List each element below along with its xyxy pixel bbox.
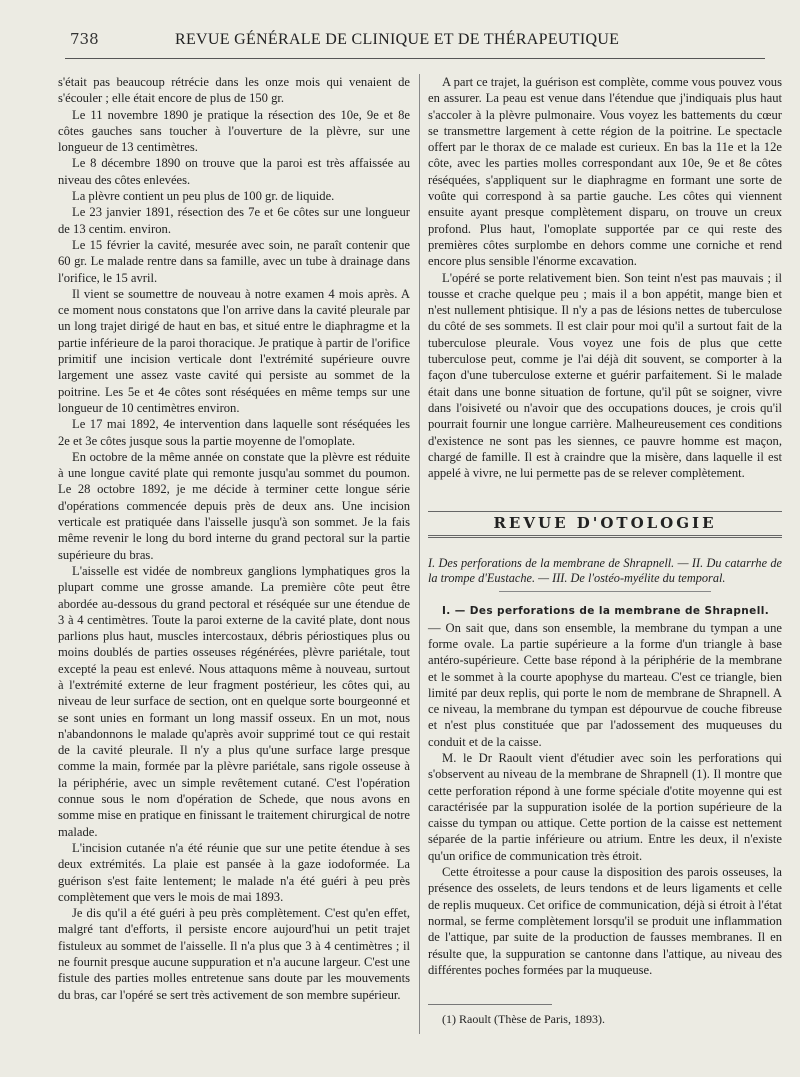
article-heading: I. — Des perforations de la membrane de Shrapnell. (442, 605, 770, 618)
paragraph: Cette étroitesse a pour cause la disposition des parois osseuses, la présence des osselets, de leurs tendons et de leurs ligaments et celle de replis muqueux. Cet orifice de communication, déjà si étroit à l'état normal, se ferme complètement lorsqu'il se produit une inflammation de l'attique, par suite de la production de fausses membranes. Il en résulte que, la suppuration se cantonne dans l'attique, au niveau des différentes poches formées par la muqueuse. (428, 865, 782, 977)
paragraph: La plèvre contient un peu plus de 100 gr. de liquide. (72, 189, 335, 204)
paragraph: Il vient se soumettre de nouveau à notre examen 4 mois après. A ce moment nous constatons que l'on arrive dans la cavité pleurale par un long trajet dirigé de haut en bas, et situé entre le diaphragme et la partie inférieure de la paroi thoracique. Je pratique à partir de l'orifice primitif une incision verticale dont l'extrémité supérieure ouvre largement une assez vaste cavité qui persiste au sommet de la poitrine. Les 5e et 4e côtes sont réséquées en même temps sur une longueur de 10 centimètres environ. (58, 286, 410, 415)
section-contents: I. Des perforations de la membrane de Shrapnell. — II. Du catarrhe de la trompe d'Eustache. — III. De l'ostéo-myélite du temporal. (428, 555, 782, 585)
paragraph: — On sait que, dans son ensemble, la membrane du tympan a une forme ovale. La partie supérieure a la forme d'un triangle à base antéro-supérieure. Cette base répond à la périphérie de la membrane et le sommet à la courte apophyse du marteau. C'est ce triangle, bien limité par deux replis, qui porte le nom de membrane de Shrapnell. A ce niveau, la membrane du tympan est dépourvue de couche fibreuse et n'est plus constituée que par l'adossement des muqueuses du conduit et de la caisse. (428, 620, 782, 749)
running-head (70, 30, 760, 52)
header-rule (65, 58, 765, 59)
right-column (428, 74, 782, 1027)
journal-title: REVUE GÉNÉRALE DE CLINIQUE ET DE THÉRAPEUTIQUE (175, 31, 620, 48)
page-number: 738 (70, 30, 99, 48)
paragraph: A part ce trajet, la guérison est complète, comme vous pouvez vous en assurer. La peau est venue dans l'étendue que j'indiquais plus haut s'accoler à la plèvre pulmonaire. Vous voyez les battements du cœur se transmettre largement à cette région de la poitrine. Le spectacle offert par le thorax de ce malade est curieux. En bas la 11e et la 12e côte, avec les parties molles correspondant aux 10e, 9e et 8e côtes réséquées, s'appliquent sur le diaphragme en formant une sorte de voûte qui correspond à sa partie gauche. Les côtes qui viennent ensuite ayant presque complètement disparu, on trouve un creux profond. Plus haut, l'omoplate supportée par ce qui reste des premières côtes surplombe en dehors comme une corniche et rend encore plus sensible l'énorme excavation. (428, 75, 782, 269)
paragraph: L'incision cutanée n'a été réunie que sur une petite étendue à ses deux extrémités. La plaie est pansée à la gaze iodoformée. La guérison s'est faite lentement; le malade n'a été guéri à peu près complètement que vers le mois de mai 1893. (58, 840, 410, 904)
left-column (58, 74, 410, 1003)
paragraph: Le 8 décembre 1890 on trouve que la paroi est très affaissée au niveau des côtes enlevées. (58, 156, 410, 187)
paragraph: Le 17 mai 1892, 4e intervention dans laquelle sont réséquées les 2e et 3e côtes jusque sous la partie moyenne de l'omoplate. (58, 417, 410, 448)
footnote: (1) Raoult (Thèse de Paris, 1893). (442, 1012, 605, 1027)
contents-rule (499, 591, 711, 592)
paragraph: Je dis qu'il a été guéri à peu près complètement. C'est qu'en effet, malgré tant d'efforts, il persiste encore aujourd'hui un petit trajet fistuleux au sommet de l'aisselle. Il n'a plus que 3 à 4 centimètres ; il ne fournit presque aucune suppuration et n'a aucune largeur. C'est une fistule des parties molles entretenue sans doute par les mouvements du bras, car l'opéré se sert très activement de son membre supérieur. (58, 906, 410, 1002)
paragraph: M. le Dr Raoult vient d'étudier avec soin les perforations qui s'observent au niveau de la membrane de Shrapnell (1). Il montre que cette perforation répond à une forme spéciale d'otite moyenne qui est caractérisée par la suppuration isolée de la portion supérieure de la caisse du tympan ou attique. Cette portion de la caisse est nettement séparée de la partie inférieure ou atrium. Entre les deux, il n'existe qu'un orifice de communication très étroit. (428, 750, 782, 863)
paragraph: Le 23 janvier 1891, résection des 7e et 6e côtes sur une longueur de 13 centim. environ. (58, 205, 410, 236)
column-divider (419, 74, 420, 1034)
footnote-rule (428, 1004, 552, 1005)
paragraph: Le 15 février la cavité, mesurée avec soin, ne paraît contenir que 60 gr. Le malade rentre dans sa famille, avec un tube à drainage dans l'orifice, le 15 avril. (58, 237, 410, 285)
paragraph: s'était pas beaucoup rétrécie dans les onze mois qui venaient de s'écouler ; elle était encore de plus de 150 gr. (58, 75, 410, 106)
paragraph: L'opéré se porte relativement bien. Son teint n'est pas mauvais ; il tousse et crache quelque peu ; mais il a bon appétit, mange bien et n'est nullement phtisique. Il n'y a pas de lésions nettes de tuberculose du côté de ses sommets. Il est clair pour moi qu'il a surtout fait de la tuberculose pleurale. Vous voyez une fois de plus que cette tuberculose peut, comme je l'ai déjà dit souvent, se comporter à la façon d'une tuberculose externe et guérir parfaitement. Si le malade était dans une bonne situation de fortune, qu'il pût se soigner, vivre dans l'oisiveté ou n'avoir que des occupations douces, je crois qu'il pourrait fournir une longue carrière. Malheureusement ces conditions d'existence ne sont pas les siennes, ce pauvre homme est maçon, chargé de famille. Il est à craindre que la misère, dans laquelle il est appelé à vivre, ne lui permette pas de se relever complètement. (428, 270, 782, 481)
section-title: REVUE D'OTOLOGIE (428, 511, 782, 537)
article-heading-paragraph (428, 602, 782, 619)
paragraph: L'aisselle est vidée de nombreux ganglions lymphatiques gros la plupart comme une grosse amande. La première côte peut être abordée au-dessous du grand pectoral et réséquée sur une étendue de 3 à 4 centimètres. Toute la paroi externe de la cavité plate, dont nous parlions plus haut, muscles intercostaux, débris périostiques plus ou moins doublés de parties osseuses régénérées, plèvre pariétale, tout excepté la peau est enlevé. Nous attaquons même à nouveau, surtout à l'extrémité externe de leur fragment postérieur, les côtes qui, au niveau de leur surface de section, ont en quelque sorte bourgeonné et se sont unies en formant un long massif osseux. En un mot, nous n'abandonnons le malade qu'après avoir supprimé tout ce qui restait de la cavité pleurale. Il n'y a plus qu'une surface large presque comme la main, formée par la plèvre pariétale, sans rigole osseuse à la périphérie, avec un simple revêtement cutané. C'est l'opération connue sous le nom d'opération de Schede, que nous avons en somme mise en pratique en finissant le traitement chirurgical de notre malade. (58, 563, 410, 839)
paragraph: En octobre de la même année on constate que la plèvre est réduite à une longue cavité plate qui remonte jusqu'au sommet du poumon. Le 28 octobre 1892, je me décide à terminer cette longue série d'opérations commencée depuis près de deux ans. Une incision verticale est pratiquée dans l'aisselle jusqu'à son sommet. Je la fais même revenir le long du bord interne du grand pectoral sur la partie supérieure du bras. (58, 449, 410, 562)
paragraph: Le 11 novembre 1890 je pratique la résection des 10e, 9e et 8e côtes gauches sans toucher à l'ouverture de la plèvre, sur une longueur de 13 centimètres. (58, 107, 410, 155)
